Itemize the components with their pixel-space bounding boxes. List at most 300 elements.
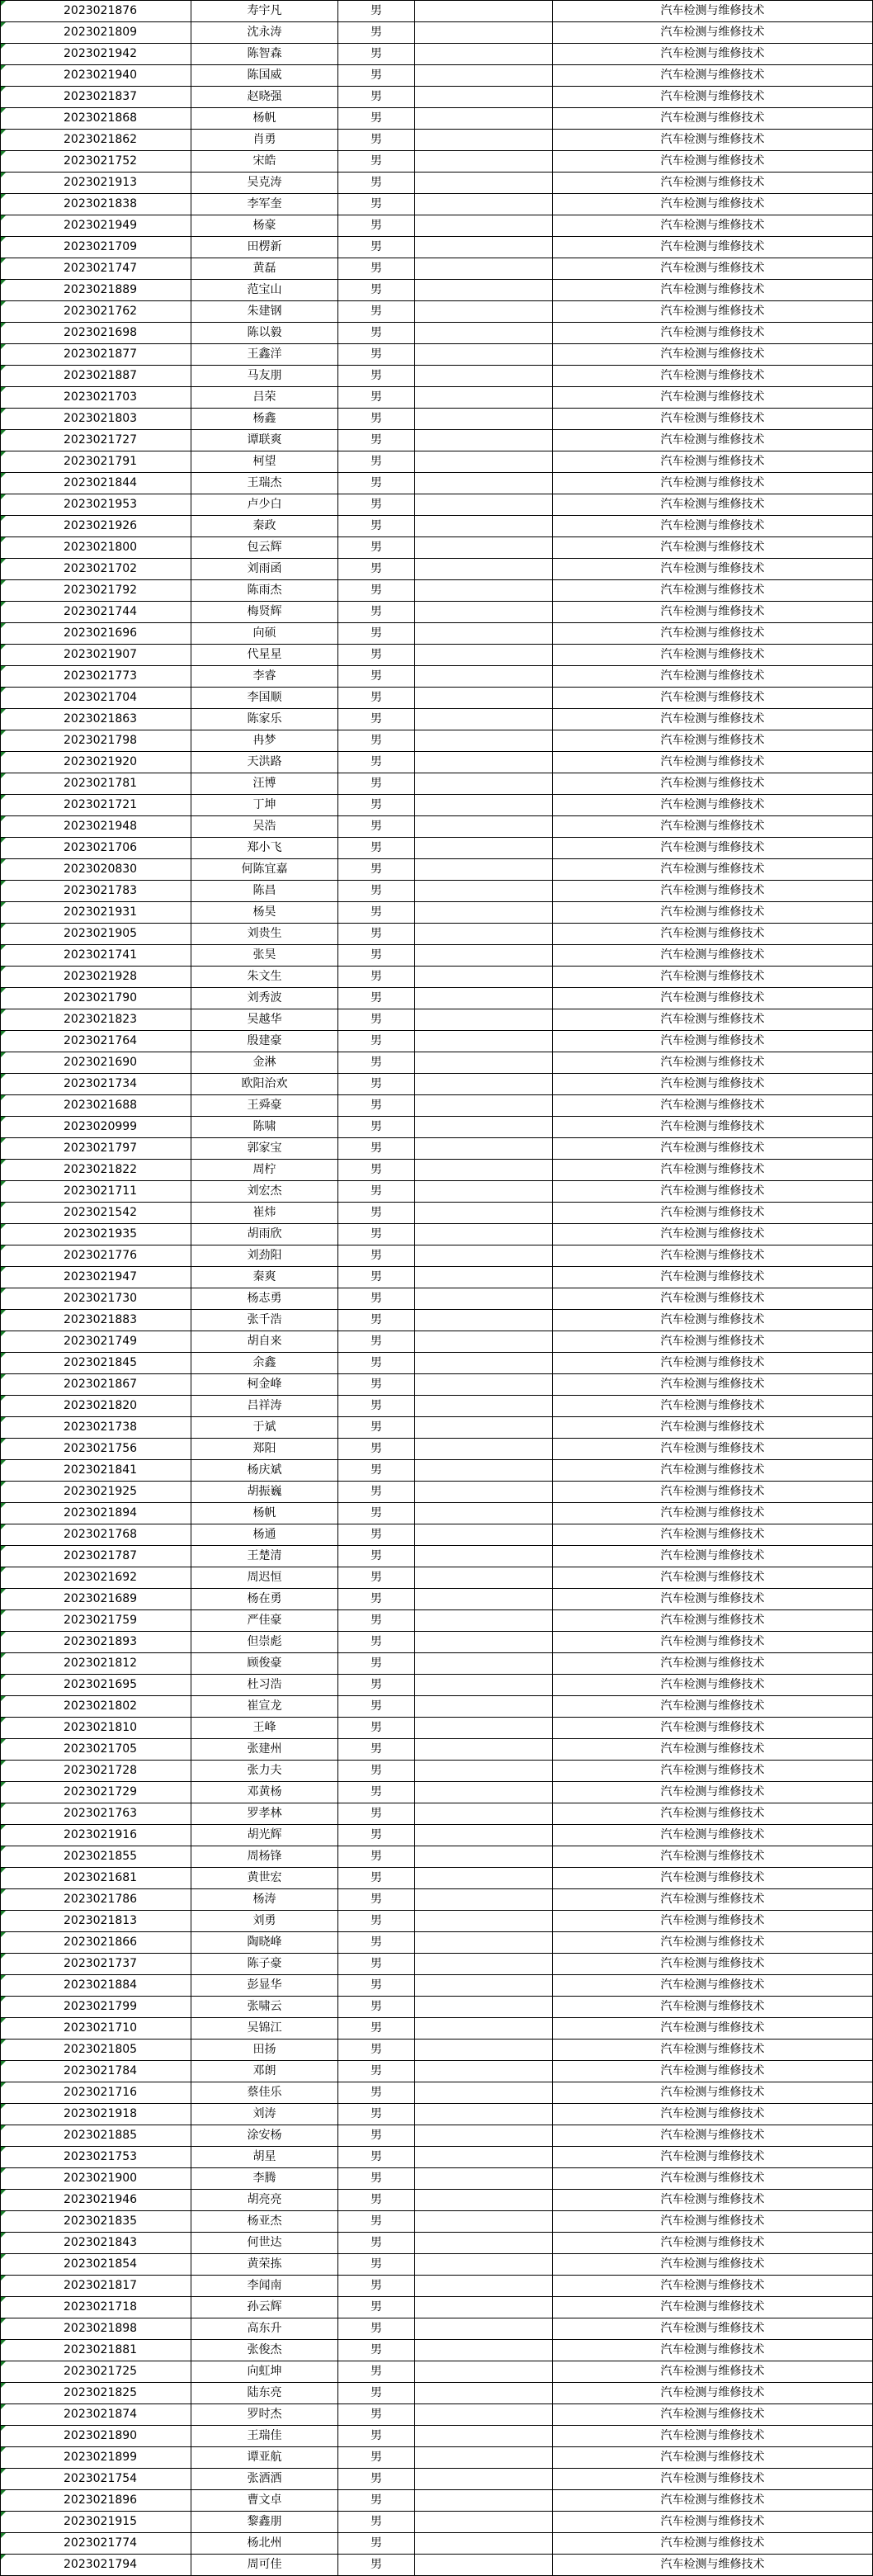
gender-cell[interactable] (338, 1524, 415, 1546)
blank-cell[interactable] (415, 2426, 553, 2447)
student-id-cell[interactable] (1, 1203, 191, 1224)
blank-cell[interactable] (415, 1224, 553, 1245)
gender-cell[interactable] (338, 816, 415, 838)
major-cell[interactable] (553, 1074, 873, 1095)
student-name-cell[interactable] (191, 1718, 338, 1739)
student-id-cell[interactable] (1, 301, 191, 323)
student-id-cell[interactable] (1, 1181, 191, 1203)
gender-cell[interactable] (338, 2018, 415, 2040)
major-cell[interactable] (553, 1589, 873, 1610)
blank-cell[interactable] (415, 151, 553, 173)
major-cell[interactable] (553, 1503, 873, 1524)
blank-cell[interactable] (415, 2061, 553, 2082)
blank-cell[interactable] (415, 1396, 553, 1417)
major-cell[interactable] (553, 730, 873, 752)
gender-cell[interactable] (338, 2555, 415, 2576)
student-name-cell[interactable] (191, 709, 338, 730)
major-cell[interactable] (553, 387, 873, 409)
blank-cell[interactable] (415, 2555, 553, 2576)
gender-cell[interactable] (338, 1160, 415, 1181)
student-id-cell[interactable] (1, 1567, 191, 1589)
student-id-cell[interactable] (1, 1675, 191, 1696)
student-id-cell[interactable] (1, 1761, 191, 1782)
major-cell[interactable] (553, 902, 873, 924)
student-name-cell[interactable] (191, 2190, 338, 2211)
student-name-cell[interactable] (191, 1997, 338, 2018)
student-id-cell[interactable] (1, 688, 191, 709)
blank-cell[interactable] (415, 1675, 553, 1696)
student-id-cell[interactable] (1, 1868, 191, 1889)
blank-cell[interactable] (415, 1997, 553, 2018)
student-id-cell[interactable] (1, 194, 191, 215)
major-cell[interactable] (553, 1353, 873, 1374)
gender-cell[interactable] (338, 1, 415, 22)
blank-cell[interactable] (415, 1911, 553, 1932)
student-id-cell[interactable] (1, 1997, 191, 2018)
gender-cell[interactable] (338, 1997, 415, 2018)
blank-cell[interactable] (415, 1460, 553, 1482)
blank-cell[interactable] (415, 2297, 553, 2318)
major-cell[interactable] (553, 22, 873, 44)
major-cell[interactable] (553, 344, 873, 366)
gender-cell[interactable] (338, 516, 415, 537)
student-id-cell[interactable] (1, 366, 191, 387)
student-id-cell[interactable] (1, 795, 191, 816)
gender-cell[interactable] (338, 344, 415, 366)
major-cell[interactable] (553, 2018, 873, 2040)
blank-cell[interactable] (415, 22, 553, 44)
major-cell[interactable] (553, 666, 873, 688)
student-name-cell[interactable] (191, 1675, 338, 1696)
gender-cell[interactable] (338, 1074, 415, 1095)
student-name-cell[interactable] (191, 87, 338, 108)
student-id-cell[interactable] (1, 173, 191, 194)
student-name-cell[interactable] (191, 44, 338, 65)
gender-cell[interactable] (338, 967, 415, 988)
gender-cell[interactable] (338, 2361, 415, 2383)
gender-cell[interactable] (338, 2512, 415, 2533)
gender-cell[interactable] (338, 1396, 415, 1417)
blank-cell[interactable] (415, 1739, 553, 1761)
student-name-cell[interactable] (191, 237, 338, 258)
student-id-cell[interactable] (1, 2276, 191, 2297)
student-name-cell[interactable] (191, 2361, 338, 2383)
gender-cell[interactable] (338, 1181, 415, 1203)
gender-cell[interactable] (338, 2104, 415, 2125)
major-cell[interactable] (553, 2383, 873, 2404)
major-cell[interactable] (553, 2061, 873, 2082)
blank-cell[interactable] (415, 1331, 553, 1353)
gender-cell[interactable] (338, 580, 415, 602)
blank-cell[interactable] (415, 881, 553, 902)
student-id-cell[interactable] (1, 1052, 191, 1074)
student-name-cell[interactable] (191, 1482, 338, 1503)
major-cell[interactable] (553, 752, 873, 773)
student-name-cell[interactable] (191, 1396, 338, 1417)
major-cell[interactable] (553, 838, 873, 859)
student-name-cell[interactable] (191, 1503, 338, 1524)
student-id-cell[interactable] (1, 1160, 191, 1181)
student-id-cell[interactable] (1, 323, 191, 344)
gender-cell[interactable] (338, 2447, 415, 2469)
student-name-cell[interactable] (191, 602, 338, 623)
student-name-cell[interactable] (191, 1825, 338, 1846)
blank-cell[interactable] (415, 1782, 553, 1803)
gender-cell[interactable] (338, 2383, 415, 2404)
gender-cell[interactable] (338, 1331, 415, 1353)
gender-cell[interactable] (338, 366, 415, 387)
blank-cell[interactable] (415, 344, 553, 366)
student-name-cell[interactable] (191, 967, 338, 988)
gender-cell[interactable] (338, 1310, 415, 1331)
major-cell[interactable] (553, 1932, 873, 1954)
major-cell[interactable] (553, 816, 873, 838)
student-id-cell[interactable] (1, 1482, 191, 1503)
student-id-cell[interactable] (1, 2211, 191, 2233)
student-name-cell[interactable] (191, 301, 338, 323)
student-id-cell[interactable] (1, 2447, 191, 2469)
blank-cell[interactable] (415, 1117, 553, 1138)
student-name-cell[interactable] (191, 1095, 338, 1117)
major-cell[interactable] (553, 2104, 873, 2125)
student-name-cell[interactable] (191, 2340, 338, 2361)
blank-cell[interactable] (415, 2490, 553, 2512)
major-cell[interactable] (553, 1889, 873, 1911)
blank-cell[interactable] (415, 87, 553, 108)
blank-cell[interactable] (415, 1, 553, 22)
blank-cell[interactable] (415, 773, 553, 795)
gender-cell[interactable] (338, 838, 415, 859)
student-name-cell[interactable] (191, 902, 338, 924)
major-cell[interactable] (553, 1288, 873, 1310)
student-id-cell[interactable] (1, 2190, 191, 2211)
gender-cell[interactable] (338, 323, 415, 344)
student-name-cell[interactable] (191, 1310, 338, 1331)
major-cell[interactable] (553, 2297, 873, 2318)
student-name-cell[interactable] (191, 173, 338, 194)
student-id-cell[interactable] (1, 559, 191, 580)
student-id-cell[interactable] (1, 1417, 191, 1439)
student-name-cell[interactable] (191, 2125, 338, 2147)
student-name-cell[interactable] (191, 344, 338, 366)
student-id-cell[interactable] (1, 2383, 191, 2404)
student-name-cell[interactable] (191, 988, 338, 1009)
major-cell[interactable] (553, 623, 873, 645)
major-cell[interactable] (553, 1224, 873, 1245)
gender-cell[interactable] (338, 1632, 415, 1653)
student-id-cell[interactable] (1, 2297, 191, 2318)
student-name-cell[interactable] (191, 859, 338, 881)
gender-cell[interactable] (338, 1567, 415, 1589)
major-cell[interactable] (553, 237, 873, 258)
gender-cell[interactable] (338, 173, 415, 194)
student-name-cell[interactable] (191, 2082, 338, 2104)
student-name-cell[interactable] (191, 1975, 338, 1997)
blank-cell[interactable] (415, 1245, 553, 1267)
student-name-cell[interactable] (191, 130, 338, 151)
gender-cell[interactable] (338, 1439, 415, 1460)
blank-cell[interactable] (415, 2512, 553, 2533)
blank-cell[interactable] (415, 580, 553, 602)
student-name-cell[interactable] (191, 1267, 338, 1288)
blank-cell[interactable] (415, 688, 553, 709)
student-name-cell[interactable] (191, 2383, 338, 2404)
student-name-cell[interactable] (191, 1288, 338, 1310)
student-id-cell[interactable] (1, 1932, 191, 1954)
student-id-cell[interactable] (1, 237, 191, 258)
student-id-cell[interactable] (1, 344, 191, 366)
student-id-cell[interactable] (1, 2555, 191, 2576)
blank-cell[interactable] (415, 2040, 553, 2061)
gender-cell[interactable] (338, 194, 415, 215)
gender-cell[interactable] (338, 2254, 415, 2276)
student-id-cell[interactable] (1, 473, 191, 494)
blank-cell[interactable] (415, 1267, 553, 1288)
student-id-cell[interactable] (1, 2018, 191, 2040)
blank-cell[interactable] (415, 1975, 553, 1997)
student-id-cell[interactable] (1, 151, 191, 173)
major-cell[interactable] (553, 1396, 873, 1417)
blank-cell[interactable] (415, 1138, 553, 1160)
student-name-cell[interactable] (191, 730, 338, 752)
student-id-cell[interactable] (1, 988, 191, 1009)
gender-cell[interactable] (338, 1610, 415, 1632)
gender-cell[interactable] (338, 2404, 415, 2426)
student-id-cell[interactable] (1, 44, 191, 65)
gender-cell[interactable] (338, 494, 415, 516)
student-name-cell[interactable] (191, 881, 338, 902)
student-name-cell[interactable] (191, 773, 338, 795)
student-id-cell[interactable] (1, 1610, 191, 1632)
student-id-cell[interactable] (1, 2082, 191, 2104)
student-id-cell[interactable] (1, 1846, 191, 1868)
student-id-cell[interactable] (1, 580, 191, 602)
blank-cell[interactable] (415, 2211, 553, 2233)
gender-cell[interactable] (338, 859, 415, 881)
student-id-cell[interactable] (1, 2254, 191, 2276)
student-name-cell[interactable] (191, 2040, 338, 2061)
gender-cell[interactable] (338, 1675, 415, 1696)
gender-cell[interactable] (338, 773, 415, 795)
blank-cell[interactable] (415, 2190, 553, 2211)
student-name-cell[interactable] (191, 1245, 338, 1267)
student-id-cell[interactable] (1, 387, 191, 409)
gender-cell[interactable] (338, 1825, 415, 1846)
gender-cell[interactable] (338, 988, 415, 1009)
major-cell[interactable] (553, 1031, 873, 1052)
gender-cell[interactable] (338, 537, 415, 559)
gender-cell[interactable] (338, 108, 415, 130)
student-name-cell[interactable] (191, 1, 338, 22)
gender-cell[interactable] (338, 1739, 415, 1761)
major-cell[interactable] (553, 709, 873, 730)
student-name-cell[interactable] (191, 1374, 338, 1396)
blank-cell[interactable] (415, 1074, 553, 1095)
student-name-cell[interactable] (191, 2211, 338, 2233)
student-id-cell[interactable] (1, 451, 191, 473)
major-cell[interactable] (553, 451, 873, 473)
blank-cell[interactable] (415, 1482, 553, 1503)
student-name-cell[interactable] (191, 666, 338, 688)
blank-cell[interactable] (415, 494, 553, 516)
student-name-cell[interactable] (191, 2168, 338, 2190)
major-cell[interactable] (553, 1117, 873, 1138)
major-cell[interactable] (553, 2211, 873, 2233)
gender-cell[interactable] (338, 1503, 415, 1524)
student-id-cell[interactable] (1, 645, 191, 666)
major-cell[interactable] (553, 1546, 873, 1567)
gender-cell[interactable] (338, 473, 415, 494)
student-id-cell[interactable] (1, 108, 191, 130)
student-name-cell[interactable] (191, 65, 338, 87)
major-cell[interactable] (553, 1009, 873, 1031)
gender-cell[interactable] (338, 2318, 415, 2340)
major-cell[interactable] (553, 1675, 873, 1696)
student-id-cell[interactable] (1, 2340, 191, 2361)
student-name-cell[interactable] (191, 1160, 338, 1181)
student-id-cell[interactable] (1, 2104, 191, 2125)
student-name-cell[interactable] (191, 1117, 338, 1138)
gender-cell[interactable] (338, 2276, 415, 2297)
student-id-cell[interactable] (1, 1138, 191, 1160)
gender-cell[interactable] (338, 2426, 415, 2447)
student-name-cell[interactable] (191, 2533, 338, 2555)
student-id-cell[interactable] (1, 1825, 191, 1846)
blank-cell[interactable] (415, 1718, 553, 1739)
major-cell[interactable] (553, 1524, 873, 1546)
blank-cell[interactable] (415, 2233, 553, 2254)
student-id-cell[interactable] (1, 1331, 191, 1353)
gender-cell[interactable] (338, 1009, 415, 1031)
student-name-cell[interactable] (191, 688, 338, 709)
blank-cell[interactable] (415, 1932, 553, 1954)
gender-cell[interactable] (338, 1954, 415, 1975)
gender-cell[interactable] (338, 1653, 415, 1675)
blank-cell[interactable] (415, 2254, 553, 2276)
major-cell[interactable] (553, 1245, 873, 1267)
student-name-cell[interactable] (191, 1846, 338, 1868)
student-id-cell[interactable] (1, 945, 191, 967)
gender-cell[interactable] (338, 1911, 415, 1932)
major-cell[interactable] (553, 409, 873, 430)
student-id-cell[interactable] (1, 1632, 191, 1653)
gender-cell[interactable] (338, 1353, 415, 1374)
blank-cell[interactable] (415, 1052, 553, 1074)
major-cell[interactable] (553, 2340, 873, 2361)
major-cell[interactable] (553, 194, 873, 215)
blank-cell[interactable] (415, 2447, 553, 2469)
student-name-cell[interactable] (191, 1031, 338, 1052)
student-id-cell[interactable] (1, 1975, 191, 1997)
student-name-cell[interactable] (191, 22, 338, 44)
gender-cell[interactable] (338, 2211, 415, 2233)
gender-cell[interactable] (338, 902, 415, 924)
blank-cell[interactable] (415, 1524, 553, 1546)
student-id-cell[interactable] (1, 1374, 191, 1396)
blank-cell[interactable] (415, 1009, 553, 1031)
blank-cell[interactable] (415, 1954, 553, 1975)
gender-cell[interactable] (338, 1245, 415, 1267)
major-cell[interactable] (553, 323, 873, 344)
student-id-cell[interactable] (1, 2061, 191, 2082)
student-name-cell[interactable] (191, 645, 338, 666)
blank-cell[interactable] (415, 1439, 553, 1460)
major-cell[interactable] (553, 280, 873, 301)
blank-cell[interactable] (415, 280, 553, 301)
major-cell[interactable] (553, 1803, 873, 1825)
major-cell[interactable] (553, 516, 873, 537)
blank-cell[interactable] (415, 1803, 553, 1825)
gender-cell[interactable] (338, 2168, 415, 2190)
major-cell[interactable] (553, 2082, 873, 2104)
major-cell[interactable] (553, 2254, 873, 2276)
major-cell[interactable] (553, 1331, 873, 1353)
major-cell[interactable] (553, 924, 873, 945)
major-cell[interactable] (553, 1782, 873, 1803)
student-id-cell[interactable] (1, 130, 191, 151)
gender-cell[interactable] (338, 688, 415, 709)
major-cell[interactable] (553, 151, 873, 173)
blank-cell[interactable] (415, 1374, 553, 1396)
student-id-cell[interactable] (1, 2469, 191, 2490)
gender-cell[interactable] (338, 1117, 415, 1138)
major-cell[interactable] (553, 1718, 873, 1739)
student-id-cell[interactable] (1, 2040, 191, 2061)
student-id-cell[interactable] (1, 1439, 191, 1460)
student-id-cell[interactable] (1, 2512, 191, 2533)
blank-cell[interactable] (415, 730, 553, 752)
major-cell[interactable] (553, 537, 873, 559)
student-id-cell[interactable] (1, 1524, 191, 1546)
gender-cell[interactable] (338, 2125, 415, 2147)
blank-cell[interactable] (415, 1567, 553, 1589)
major-cell[interactable] (553, 1911, 873, 1932)
student-id-cell[interactable] (1, 1031, 191, 1052)
student-name-cell[interactable] (191, 1761, 338, 1782)
student-name-cell[interactable] (191, 1932, 338, 1954)
blank-cell[interactable] (415, 1889, 553, 1911)
gender-cell[interactable] (338, 2533, 415, 2555)
student-id-cell[interactable] (1, 1503, 191, 1524)
blank-cell[interactable] (415, 1632, 553, 1653)
gender-cell[interactable] (338, 1460, 415, 1482)
student-name-cell[interactable] (191, 2426, 338, 2447)
student-name-cell[interactable] (191, 258, 338, 280)
major-cell[interactable] (553, 1052, 873, 1074)
blank-cell[interactable] (415, 1868, 553, 1889)
major-cell[interactable] (553, 2040, 873, 2061)
blank-cell[interactable] (415, 1761, 553, 1782)
student-name-cell[interactable] (191, 2318, 338, 2340)
major-cell[interactable] (553, 215, 873, 237)
blank-cell[interactable] (415, 387, 553, 409)
student-name-cell[interactable] (191, 1803, 338, 1825)
major-cell[interactable] (553, 1825, 873, 1846)
blank-cell[interactable] (415, 366, 553, 387)
student-name-cell[interactable] (191, 451, 338, 473)
major-cell[interactable] (553, 1653, 873, 1675)
gender-cell[interactable] (338, 258, 415, 280)
student-id-cell[interactable] (1, 2426, 191, 2447)
student-name-cell[interactable] (191, 2555, 338, 2576)
blank-cell[interactable] (415, 130, 553, 151)
blank-cell[interactable] (415, 559, 553, 580)
blank-cell[interactable] (415, 516, 553, 537)
blank-cell[interactable] (415, 602, 553, 623)
student-name-cell[interactable] (191, 2018, 338, 2040)
student-name-cell[interactable] (191, 2254, 338, 2276)
student-name-cell[interactable] (191, 1074, 338, 1095)
